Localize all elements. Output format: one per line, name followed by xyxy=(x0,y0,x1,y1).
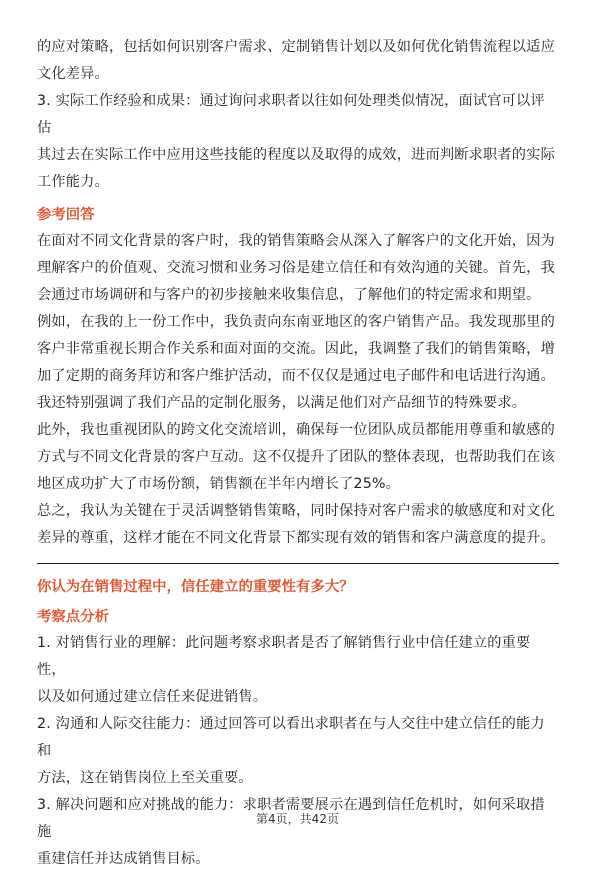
analysis-item: 3. 解决问题和应对挑战的能力：求职者需要展示在遇到信任危机时，如何采取措施 重建信任并达成销售目标。 xyxy=(37,797,545,867)
answer-paragraph: 此外，我也重视团队的跨文化交流培训，确保每一位团队成员都能用尊重和敏感的 方式与不同文化背景的客户互动。这不仅提升了团队的整体表现，也帮助我们在该 地区成功扩大了市场份额，销售额在半年内增长了25%。 xyxy=(37,422,555,492)
page-content xyxy=(37,34,559,873)
analysis-heading: 考察点分析 xyxy=(37,609,109,625)
section-divider xyxy=(37,563,559,564)
page-number-footer: 第4页，共42页 xyxy=(256,812,339,826)
analysis-item: 2. 沟通和人际交往能力：通过回答可以看出求职者在与人交往中建立信任的能力和 方法，这在销售岗位上至关重要。 xyxy=(37,716,545,786)
reference-answer-heading: 参考回答 xyxy=(37,207,95,223)
analysis-item: 1. 对销售行业的理解：此问题考察求职者是否了解销售行业中信任建立的重要性， 以及如何通过建立信任来促进销售。 xyxy=(37,635,531,705)
answer-paragraph: 在面对不同文化背景的客户时，我的销售策略会从深入了解客户的文化开始，因为 理解客户的价值观、交流习惯和业务习俗是建立信任和有效沟通的关键。首先，我 会通过市场调研和与客户的初步接触来收集信息，了解他们的特定需求和期望。 xyxy=(37,233,555,303)
answer-paragraph: 总之，我认为关键在于灵活调整销售策略，同时保持对客户需求的敏感度和对文化 差异的尊重，这样才能在不同文化背景下都实现有效的销售和客户满意度的提升。 xyxy=(37,503,555,546)
answer-paragraph: 例如，在我的上一份工作中，我负责向东南亚地区的客户销售产品。我发现那里的 客户非常重视长期合作关系和面对面的交流。因此，我调整了我们的销售策略，增 加了定期的商务拜访和客户维护活动，而不仅仅是通过电子邮件和电话进行沟通。 我还特别强调了我们产品的定制化服务，以满足他们对产品细节的特殊要求。 xyxy=(37,314,555,411)
text-paragraph: 3. 实际工作经验和成果：通过询问求职者以往如何处理类似情况，面试官可以评估 其过去在实际工作中应用这些技能的程度以及取得的成效，进而判断求职者的实际 工作能力。 xyxy=(37,93,555,190)
question-title: 你认为在销售过程中，信任建立的重要性有多大？ xyxy=(37,579,354,595)
text-paragraph: 的应对策略，包括如何识别客户需求、定制销售计划以及如何优化销售流程以适应 文化差异。 xyxy=(37,39,555,82)
